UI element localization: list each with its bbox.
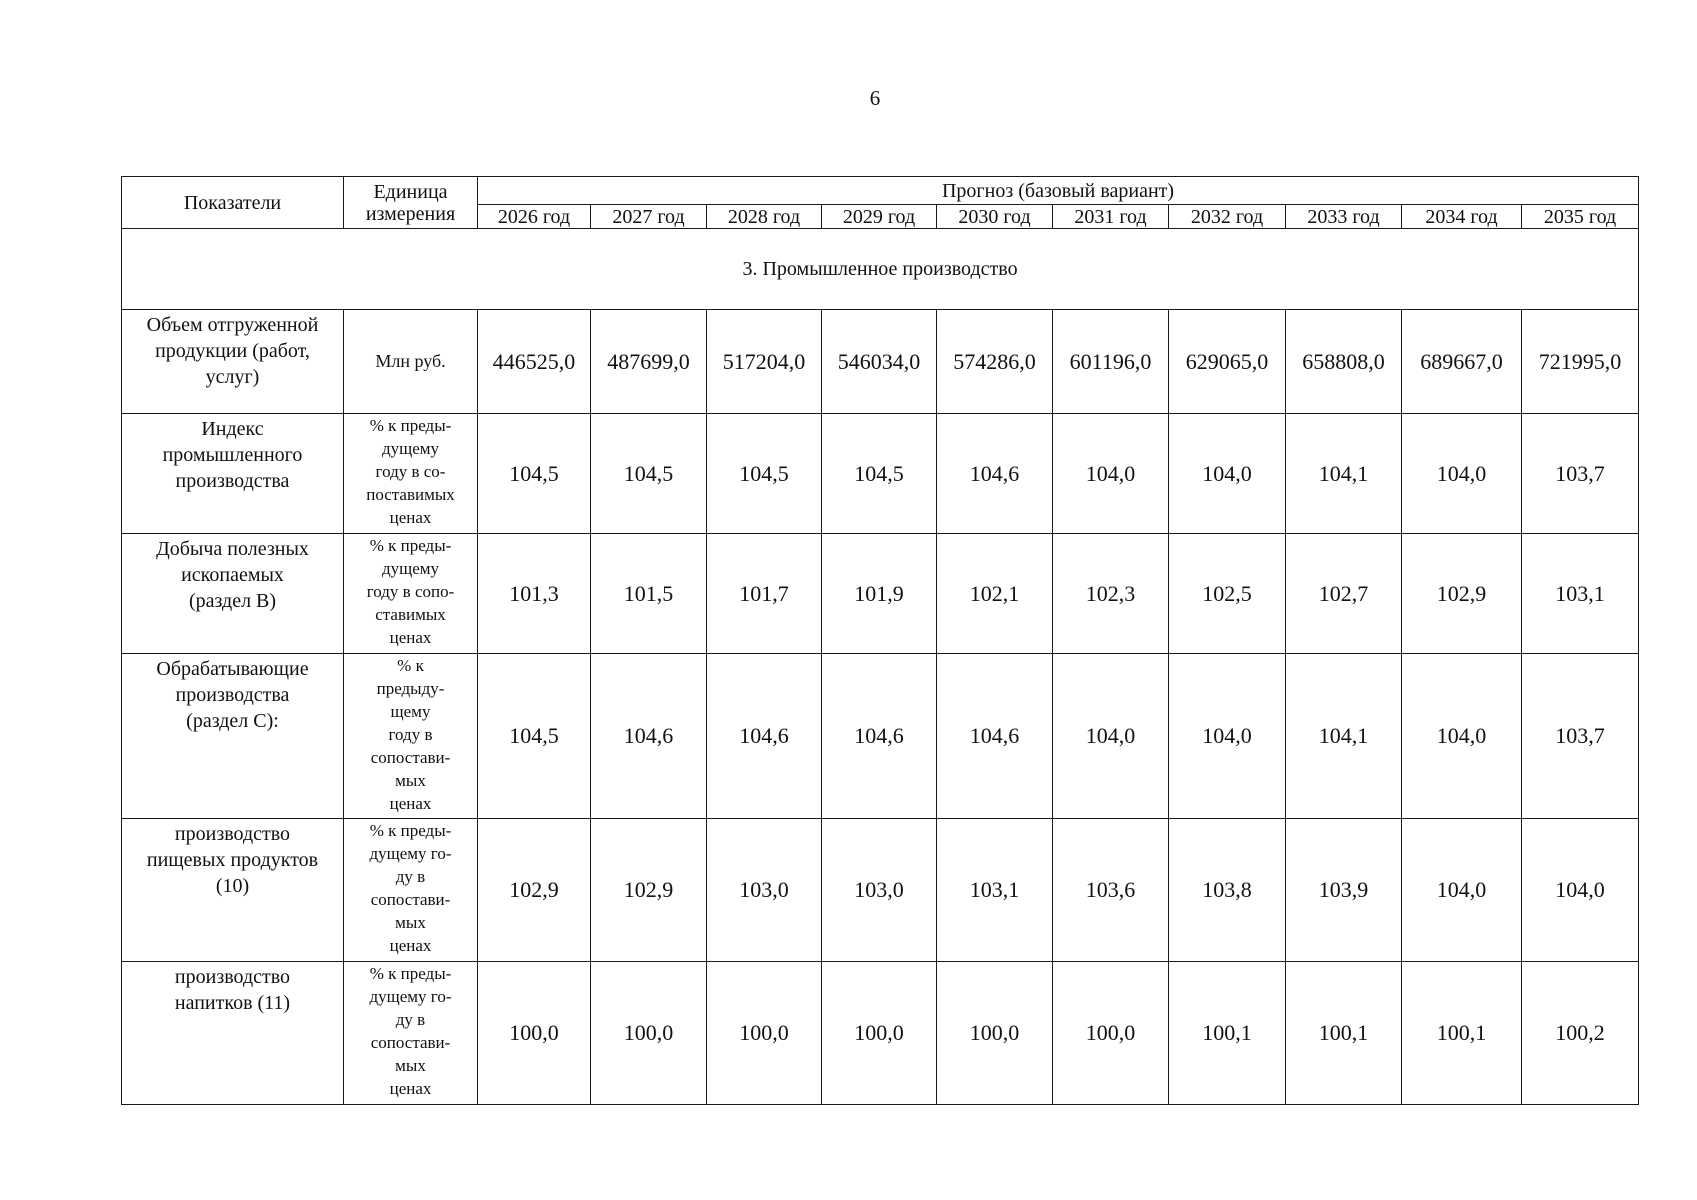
value-cell: 100,0 (1053, 962, 1169, 1105)
value-cell: 104,6 (822, 654, 937, 819)
table-row (122, 534, 1639, 654)
value-cell: 102,7 (1286, 534, 1402, 654)
value-cell: 100,0 (707, 962, 822, 1105)
unit-line: сопостави- (370, 748, 451, 767)
header-unit: Единица измерения (344, 177, 478, 229)
unit-line: % к преды- (369, 536, 452, 555)
value-cell: 517204,0 (707, 310, 822, 414)
value-cell: 104,5 (478, 414, 591, 534)
value-cell: 446525,0 (478, 310, 591, 414)
unit-cell (344, 310, 478, 414)
value-cell: 102,9 (591, 819, 707, 962)
unit-line: Млн руб. (375, 351, 446, 371)
unit-line: ценах (389, 794, 432, 813)
section-title: 3. Промышленное производство (122, 229, 1639, 310)
indicator-name-line: производство (174, 823, 291, 845)
value-cell: 104,1 (1286, 654, 1402, 819)
value-cell: 100,1 (1402, 962, 1522, 1105)
value-cell: 104,0 (1402, 414, 1522, 534)
value-cell: 100,0 (591, 962, 707, 1105)
header-year: 2034 год (1402, 205, 1522, 229)
value-cell: 100,1 (1169, 962, 1286, 1105)
value-cell: 104,5 (478, 654, 591, 819)
unit-line: году в сопо- (366, 582, 455, 601)
unit-line: сопостави- (370, 1033, 451, 1052)
value-cell: 102,1 (937, 534, 1053, 654)
value-cell: 100,2 (1522, 962, 1639, 1105)
unit-line: щему (390, 702, 431, 721)
value-cell: 601196,0 (1053, 310, 1169, 414)
unit-line: ценах (389, 628, 432, 647)
header-year: 2030 год (937, 205, 1053, 229)
unit-line: дущему го- (369, 844, 452, 863)
indicator-name-line: производства (175, 684, 290, 706)
header-year: 2032 год (1169, 205, 1286, 229)
value-cell: 100,1 (1286, 962, 1402, 1105)
value-cell: 103,1 (937, 819, 1053, 962)
value-cell: 104,6 (937, 414, 1053, 534)
header-year: 2028 год (707, 205, 822, 229)
value-cell: 487699,0 (591, 310, 707, 414)
header-indicator: Показатели (122, 177, 344, 229)
indicator-name-line: (раздел С): (186, 710, 279, 732)
value-cell: 104,0 (1053, 654, 1169, 819)
value-cell: 100,0 (937, 962, 1053, 1105)
indicator-name-line: (10) (215, 875, 250, 897)
header-year: 2035 год (1522, 205, 1639, 229)
header-year: 2033 год (1286, 205, 1402, 229)
value-cell: 574286,0 (937, 310, 1053, 414)
value-cell: 104,1 (1286, 414, 1402, 534)
value-cell: 102,9 (478, 819, 591, 962)
unit-line: % к преды- (369, 964, 452, 983)
table-row (122, 310, 1639, 414)
indicator-name-line: ископаемых (181, 564, 284, 586)
value-cell: 101,7 (707, 534, 822, 654)
unit-line: % к преды- (369, 416, 452, 435)
indicator-name-line: производство (174, 966, 291, 988)
indicator-name (122, 534, 344, 654)
unit-line: мых (395, 1056, 426, 1075)
indicator-name-line: Индекс (201, 418, 264, 440)
unit-cell (344, 819, 478, 962)
value-cell: 103,7 (1522, 414, 1639, 534)
value-cell: 104,0 (1169, 414, 1286, 534)
value-cell: 104,0 (1522, 819, 1639, 962)
value-cell: 104,0 (1169, 654, 1286, 819)
unit-cell (344, 414, 478, 534)
value-cell: 100,0 (478, 962, 591, 1105)
indicator-name (122, 654, 344, 819)
unit-line: мых (395, 771, 426, 790)
indicator-name-line: пищевых продуктов (146, 849, 319, 871)
value-cell: 104,5 (591, 414, 707, 534)
value-cell: 689667,0 (1402, 310, 1522, 414)
value-cell: 100,0 (822, 962, 937, 1105)
unit-cell (344, 962, 478, 1105)
table-row (122, 654, 1639, 819)
indicator-name-line: Обрабатывающие (156, 658, 309, 680)
value-cell: 721995,0 (1522, 310, 1639, 414)
unit-line: поставимых (366, 485, 455, 504)
value-cell: 104,5 (822, 414, 937, 534)
value-cell: 104,5 (707, 414, 822, 534)
unit-line: мых (395, 913, 426, 932)
header-year: 2027 год (591, 205, 707, 229)
value-cell: 103,1 (1522, 534, 1639, 654)
unit-line: ду в (395, 1010, 426, 1029)
indicator-name (122, 310, 344, 414)
indicator-name-line: Добыча полезных (156, 538, 309, 560)
value-cell: 102,3 (1053, 534, 1169, 654)
indicator-name-line: продукции (работ, (155, 340, 310, 362)
value-cell: 103,8 (1169, 819, 1286, 962)
header-year: 2031 год (1053, 205, 1169, 229)
unit-line: предыду- (376, 679, 445, 698)
unit-line: году в со- (375, 462, 446, 481)
indicator-name-line: услуг) (205, 366, 260, 388)
value-cell: 102,9 (1402, 534, 1522, 654)
value-cell: 103,0 (822, 819, 937, 962)
value-cell: 104,6 (937, 654, 1053, 819)
value-cell: 102,5 (1169, 534, 1286, 654)
indicator-name-line: (раздел В) (188, 590, 277, 612)
value-cell: 629065,0 (1169, 310, 1286, 414)
indicator-name-line: Объем отгруженной (146, 314, 319, 336)
unit-line: % к (397, 656, 424, 675)
indicator-name (122, 819, 344, 962)
unit-line: году в (388, 725, 433, 744)
value-cell: 103,7 (1522, 654, 1639, 819)
unit-line: ставимых (375, 605, 446, 624)
page-number: 6 (869, 86, 881, 110)
value-cell: 103,6 (1053, 819, 1169, 962)
forecast-table (121, 176, 1639, 1105)
unit-line: ценах (389, 508, 432, 527)
unit-line: дущему (381, 559, 440, 578)
value-cell: 546034,0 (822, 310, 937, 414)
value-cell: 101,3 (478, 534, 591, 654)
value-cell: 104,0 (1402, 654, 1522, 819)
header-year: 2029 год (822, 205, 937, 229)
header-forecast: Прогноз (базовый вариант) (478, 177, 1639, 205)
unit-cell (344, 534, 478, 654)
header-year: 2026 год (478, 205, 591, 229)
value-cell: 101,5 (591, 534, 707, 654)
value-cell: 104,6 (591, 654, 707, 819)
unit-line: сопостави- (370, 890, 451, 909)
table-row (122, 962, 1639, 1105)
value-cell: 103,9 (1286, 819, 1402, 962)
unit-line: дущему (381, 439, 440, 458)
unit-line: ду в (395, 867, 426, 886)
indicator-name-line: промышленного (162, 444, 303, 466)
value-cell: 104,0 (1053, 414, 1169, 534)
unit-line: дущему го- (369, 987, 452, 1006)
unit-line: ценах (389, 936, 432, 955)
indicator-name (122, 414, 344, 534)
unit-line: ценах (389, 1079, 432, 1098)
value-cell: 104,0 (1402, 819, 1522, 962)
value-cell: 101,9 (822, 534, 937, 654)
indicator-name (122, 962, 344, 1105)
table-row (122, 414, 1639, 534)
unit-cell (344, 654, 478, 819)
indicator-name-line: напитков (11) (174, 992, 291, 1014)
table-row (122, 819, 1639, 962)
value-cell: 104,6 (707, 654, 822, 819)
indicator-name-line: производства (175, 470, 290, 492)
unit-line: % к преды- (369, 821, 452, 840)
value-cell: 103,0 (707, 819, 822, 962)
value-cell: 658808,0 (1286, 310, 1402, 414)
